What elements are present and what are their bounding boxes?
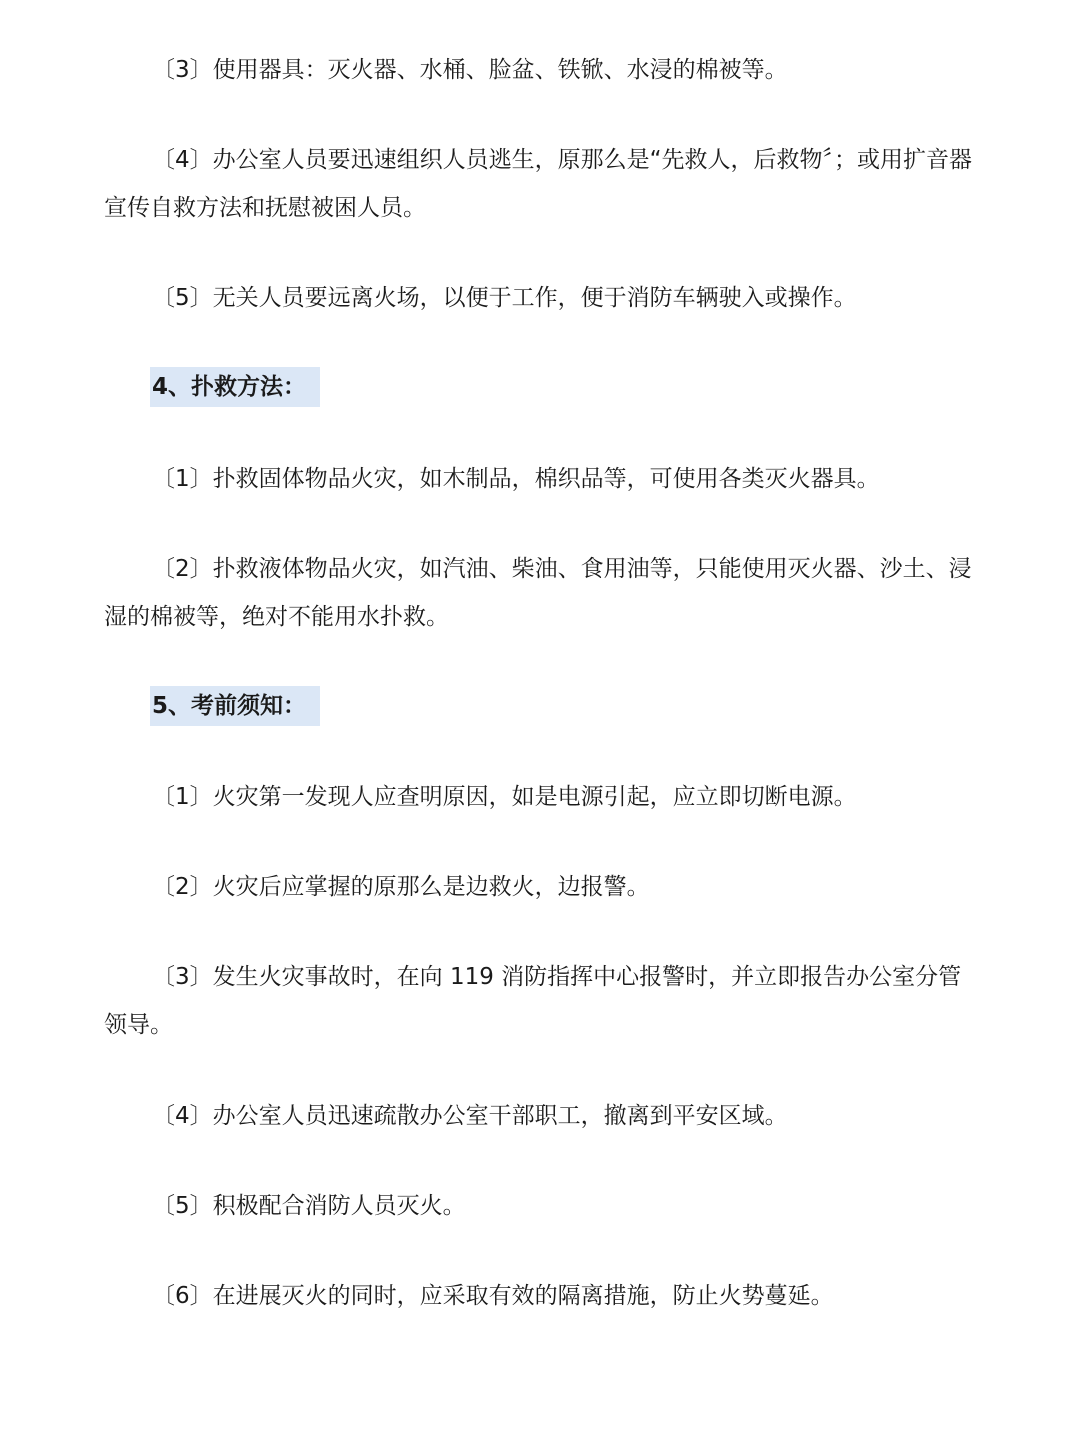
paragraph-cooperate: 〔5〕积极配合消防人员灭火。	[152, 1193, 466, 1219]
paragraph-equipment: 〔3〕使用器具：灭火器、水桶、脸盆、铁锨、水浸的棉被等。	[152, 57, 788, 83]
paragraph-clear-area: 〔5〕无关人员要远离火场，以便于工作，便于消防车辆驶入或操作。	[152, 285, 857, 311]
paragraph-evacuation: 〔4〕办公室人员要迅速组织人员逃生，原那么是“先救人，后救物〞；或用扩音器宣传自救方法和抚慰被困人员。	[104, 147, 973, 221]
heading-notes: 5、考前须知：	[150, 686, 320, 726]
heading-firefighting-methods: 4、扑救方法：	[150, 367, 320, 407]
paragraph-find-cause: 〔1〕火灾第一发现人应查明原因，如是电源引起，应立即切断电源。	[152, 784, 857, 810]
paragraph-evacuate-staff: 〔4〕办公室人员迅速疏散办公室干部职工，撤离到平安区域。	[152, 1103, 788, 1129]
paragraph-principle: 〔2〕火灾后应掌握的原那么是边救火，边报警。	[152, 874, 650, 900]
paragraph-liquid-fire: 〔2〕扑救液体物品火灾，如汽油、柴油、食用油等，只能使用灭火器、沙土、浸湿的棉被等，绝对不能用水扑救。	[104, 556, 972, 630]
paragraph-isolation: 〔6〕在进展灭火的同时，应采取有效的隔离措施，防止火势蔓延。	[152, 1283, 834, 1309]
paragraph-report-119: 〔3〕发生火灾事故时，在向 119 消防指挥中心报警时，并立即报告办公室分管领导。	[104, 964, 962, 1038]
paragraph-solid-fire: 〔1〕扑救固体物品火灾，如木制品，棉织品等，可使用各类灭火器具。	[152, 466, 880, 492]
